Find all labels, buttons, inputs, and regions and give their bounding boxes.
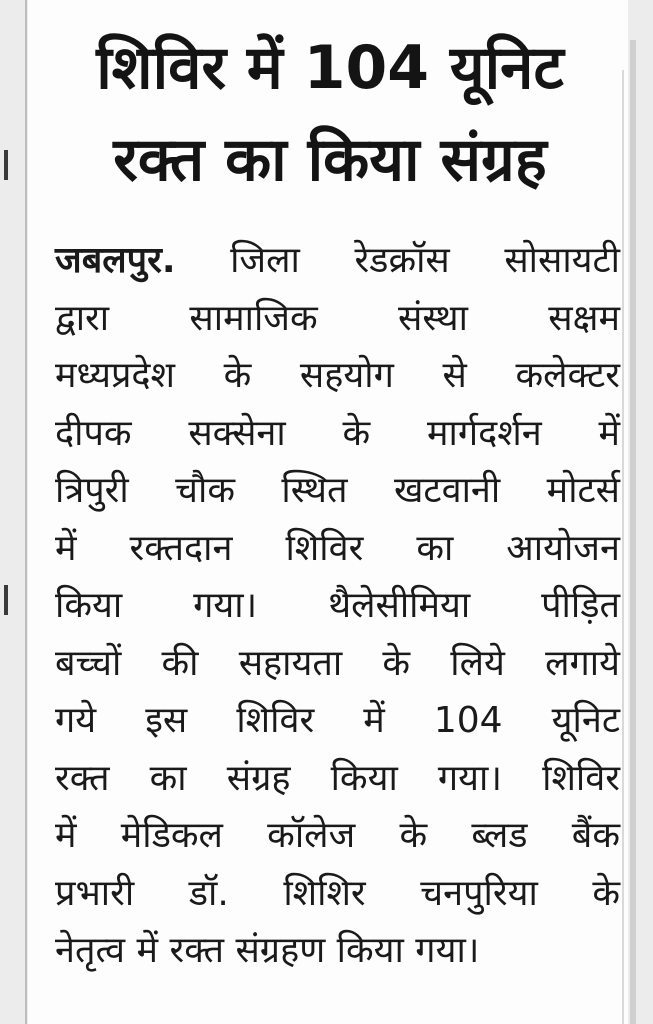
article-line: में मेडिकल कॉलेज के ब्लड बैंक <box>55 815 620 856</box>
article-line: में रक्तदान शिविर का आयोजन <box>55 527 620 569</box>
headline-line-1: शिविर में 104 यूनिट <box>96 33 564 103</box>
article-body <box>55 232 620 980</box>
article-line-text: जिला रेडक्रॉस सोसायटी <box>175 240 620 281</box>
article-line: प्रभारी डॉ. शिशिर चनपुरिया के <box>55 872 620 914</box>
article-line: रक्त का संग्रह किया गया। शिविर <box>55 757 620 799</box>
column-divider-right <box>630 40 636 1024</box>
column-divider-right-inner <box>622 70 624 1024</box>
dateline: जबलपुर. <box>55 240 176 281</box>
article-line: गये इस शिविर में 104 यूनिट <box>55 700 620 741</box>
article-line: मध्यप्रदेश के सहयोग से कलेक्टर <box>55 355 620 396</box>
adjacent-column-fragment <box>4 150 8 180</box>
article-line: दीपक सक्सेना के मार्गदर्शन में <box>55 412 620 454</box>
headline-line-2: रक्त का किया संग्रह <box>113 125 547 195</box>
column-divider-left <box>25 0 27 1024</box>
article-line: बच्चों की सहायता के लिये लगाये <box>55 642 620 684</box>
article-line: नेतृत्व में रक्त संग्रहण किया गया। <box>55 930 480 971</box>
adjacent-column-fragment <box>4 585 8 615</box>
article-line <box>55 232 620 290</box>
article-line: किया गया। थैलेसीमिया पीड़ित <box>55 585 620 626</box>
article-line: द्वारा सामाजिक संस्था सक्षम <box>55 297 620 339</box>
article-line: त्रिपुरी चौक स्थित खटवानी मोटर्स <box>55 470 620 511</box>
headline <box>40 22 620 206</box>
